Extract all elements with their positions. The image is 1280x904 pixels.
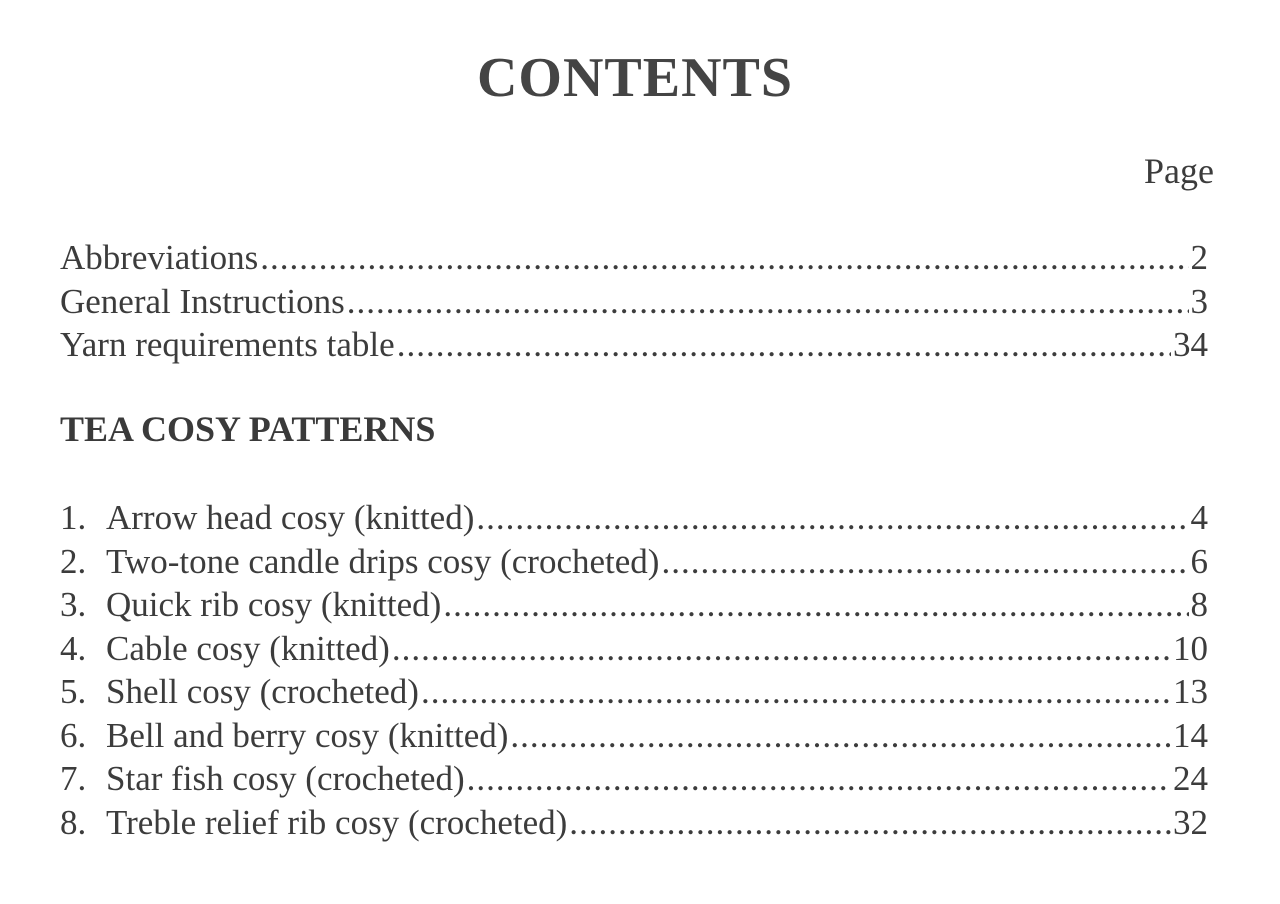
section-heading: TEA COSY PATTERNS bbox=[60, 409, 436, 449]
toc-entry-page: 8 bbox=[1190, 585, 1208, 624]
toc-entry-label: Arrow head cosy (knitted) bbox=[106, 498, 475, 537]
toc-entry-label: Bell and berry cosy (knitted) bbox=[106, 715, 509, 755]
toc-entry-pattern-1 bbox=[60, 496, 1208, 540]
dot-leader bbox=[421, 670, 1171, 714]
toc-entry-label: Treble relief rib cosy (crocheted) bbox=[106, 802, 568, 842]
toc-entry-label: Yarn requirements table bbox=[60, 325, 395, 364]
toc-entry-label: Cable cosy (knitted) bbox=[106, 628, 390, 668]
toc-entry-label: Abbreviations bbox=[60, 238, 259, 277]
page-title: CONTENTS bbox=[476, 47, 794, 109]
dot-leader bbox=[661, 540, 1188, 584]
dot-leader bbox=[397, 323, 1171, 367]
toc-entry-page: 14 bbox=[1173, 715, 1208, 755]
toc-entry-page: 6 bbox=[1190, 541, 1208, 581]
toc-entry-label: Shell cosy (crocheted) bbox=[106, 672, 419, 711]
dot-leader bbox=[476, 496, 1188, 540]
toc-entry-label: Star fish cosy (crocheted) bbox=[106, 759, 465, 798]
toc-entry-pattern-6 bbox=[60, 714, 1208, 758]
toc-entry-number: 4. bbox=[60, 628, 87, 668]
toc-entry-page: 32 bbox=[1173, 802, 1208, 842]
dot-leader bbox=[467, 757, 1171, 801]
toc-entry-label: Quick rib cosy (knitted) bbox=[106, 585, 442, 624]
toc-entry-page: 24 bbox=[1173, 759, 1208, 798]
toc-entry-label: General Instructions bbox=[60, 281, 345, 321]
toc-entry-page: 34 bbox=[1173, 325, 1208, 364]
toc-entry-pattern-3 bbox=[60, 583, 1208, 627]
toc-entry-page: 13 bbox=[1173, 672, 1208, 711]
dot-leader bbox=[510, 714, 1171, 758]
toc-entry-number: 1. bbox=[60, 498, 87, 537]
toc-entry-page: 2 bbox=[1190, 238, 1208, 277]
toc-entry-number: 8. bbox=[60, 802, 87, 842]
page-column-label: Page bbox=[1144, 151, 1214, 191]
toc-entry-number: 5. bbox=[60, 672, 87, 711]
toc-entry-abbreviations bbox=[60, 236, 1208, 280]
toc-entry-number: 2. bbox=[60, 541, 87, 581]
general-entries-list bbox=[60, 236, 1208, 367]
toc-entry-pattern-5 bbox=[60, 670, 1208, 714]
pattern-entries-list bbox=[60, 496, 1208, 844]
dot-leader bbox=[347, 280, 1189, 324]
toc-entry-number: 3. bbox=[60, 585, 87, 624]
toc-entry-general-instructions bbox=[60, 280, 1208, 324]
dot-leader bbox=[443, 583, 1188, 627]
dot-leader bbox=[260, 236, 1188, 280]
toc-entry-number: 7. bbox=[60, 759, 87, 798]
toc-entry-page: 4 bbox=[1190, 498, 1208, 537]
toc-entry-page: 3 bbox=[1190, 281, 1208, 321]
dot-leader bbox=[569, 801, 1171, 845]
toc-entry-pattern-8 bbox=[60, 801, 1208, 845]
toc-entry-pattern-2 bbox=[60, 540, 1208, 584]
dot-leader bbox=[392, 627, 1171, 671]
toc-entry-pattern-4 bbox=[60, 627, 1208, 671]
toc-entry-pattern-7 bbox=[60, 757, 1208, 801]
toc-entry-page: 10 bbox=[1173, 628, 1208, 668]
toc-entry-yarn-requirements bbox=[60, 323, 1208, 367]
toc-entry-number: 6. bbox=[60, 715, 87, 755]
toc-entry-label: Two-tone candle drips cosy (crocheted) bbox=[106, 541, 660, 581]
